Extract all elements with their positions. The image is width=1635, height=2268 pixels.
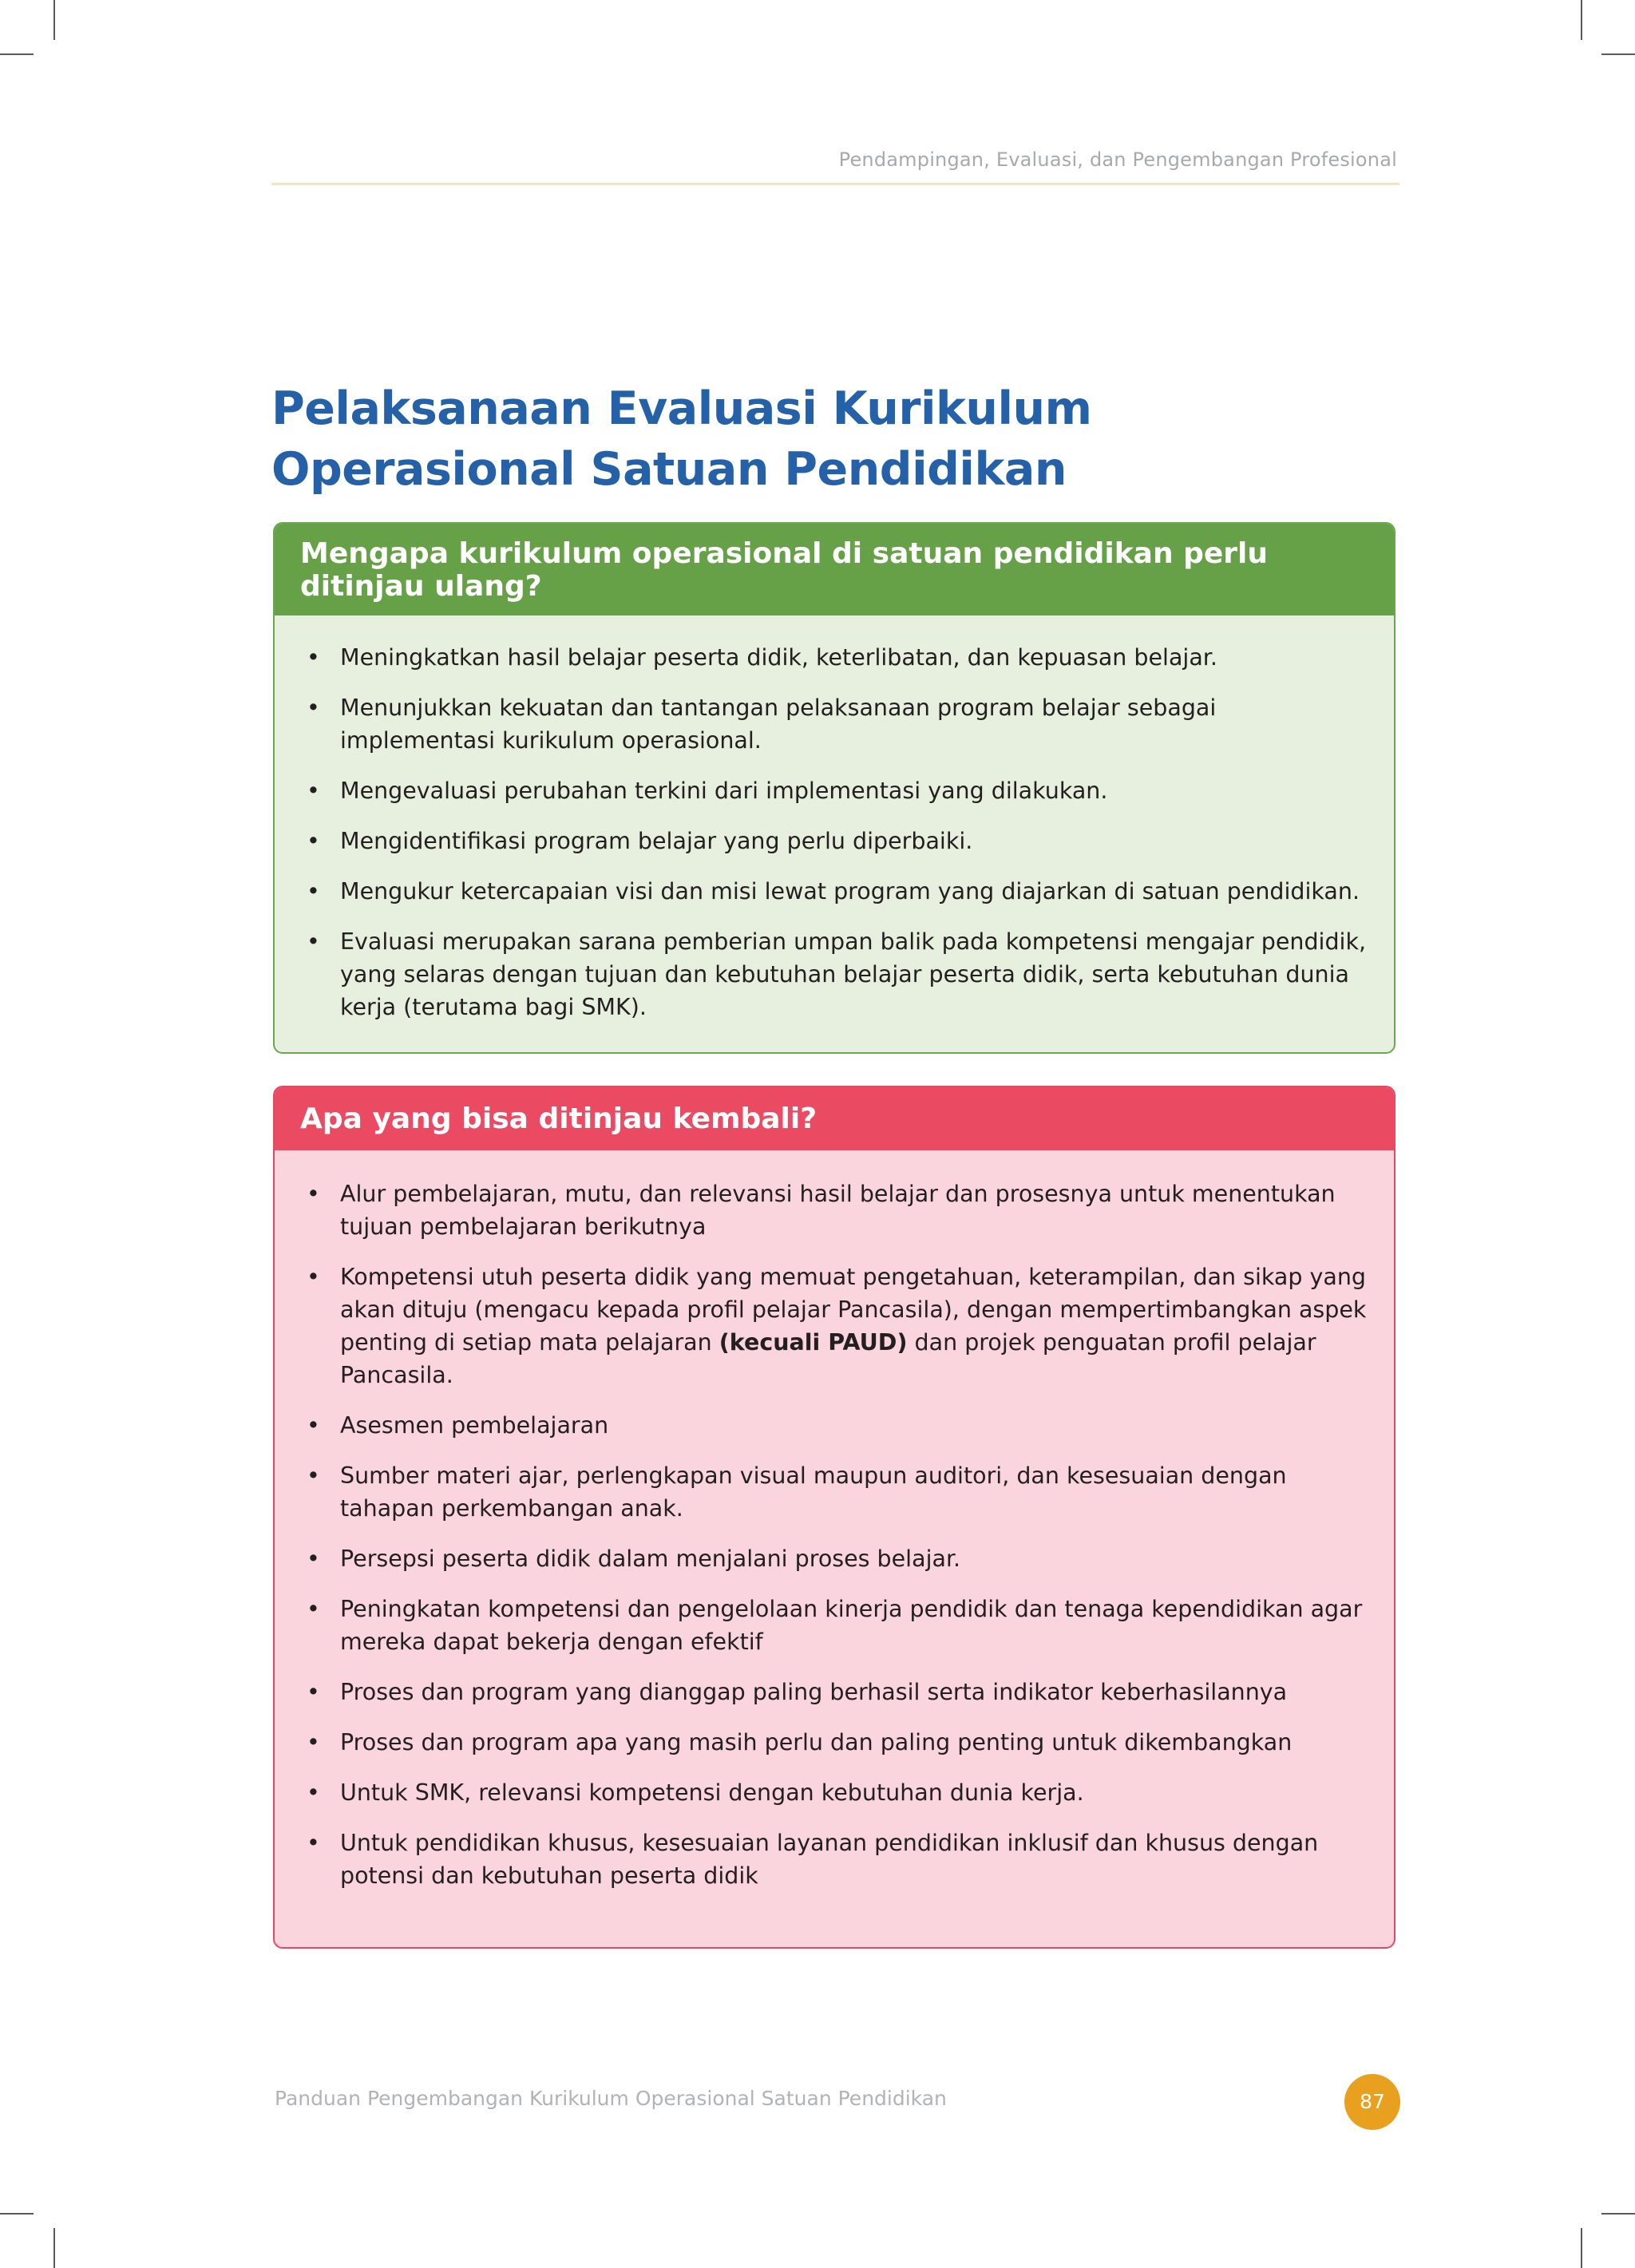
crop-mark bbox=[1601, 53, 1635, 55]
list-item: • Mengukur ketercapaian visi dan misi lewat program yang diajarkan di satuan pendidikan. bbox=[307, 875, 1373, 908]
bullet-icon: • bbox=[307, 1264, 320, 1290]
bullet-icon: • bbox=[307, 1181, 320, 1207]
footer-book-title: Panduan Pengembangan Kurikulum Operasional Satuan Pendidikan bbox=[275, 2087, 947, 2110]
bullet-icon: • bbox=[307, 1546, 320, 1572]
bullet-icon: • bbox=[307, 928, 320, 955]
crop-mark bbox=[0, 2213, 34, 2215]
bullet-icon: • bbox=[307, 1679, 320, 1705]
list-item: • Sumber materi ajar, perlengkapan visual maupun auditori, dan kesesuaian dengan tahapan perkembangan anak. bbox=[307, 1459, 1373, 1525]
page-title: Pelaksanaan Evaluasi Kurikulum Operasional Satuan Pendidikan bbox=[271, 382, 1092, 496]
bullet-icon: • bbox=[307, 1596, 320, 1622]
what-review-list bbox=[275, 1150, 1394, 1892]
list-item: • Proses dan program yang dianggap paling berhasil serta indikator keberhasilannya bbox=[307, 1676, 1373, 1708]
bullet-icon: • bbox=[307, 778, 320, 804]
list-item: • Alur pembelajaran, mutu, dan relevansi hasil belajar dan prosesnya untuk menentukan tujuan pembelajaran berikutnya bbox=[307, 1178, 1373, 1243]
bullet-icon: • bbox=[307, 1412, 320, 1439]
crop-mark bbox=[1581, 2228, 1582, 2268]
why-review-list bbox=[275, 615, 1394, 1023]
bullet-icon: • bbox=[307, 1463, 320, 1489]
crop-mark bbox=[1601, 2213, 1635, 2215]
competency-item-text: Kompetensi utuh peserta didik yang memuat pengetahuan, keterampilan, dan sikap yang akan dituju (mengacu kepada profil pelajar Pancasila), dengan mempertimbangkan aspek penting di setiap mata pelajaran (kecuali PAUD) dan projek penguatan profil pelajar Pancasila. bbox=[340, 1264, 1367, 1388]
crop-mark bbox=[1581, 0, 1582, 40]
why-review-box bbox=[273, 522, 1395, 1054]
crop-mark bbox=[53, 0, 55, 40]
list-item: • Mengidentifikasi program belajar yang perlu diperbaiki. bbox=[307, 825, 1373, 857]
what-review-box bbox=[273, 1086, 1395, 1949]
bullet-icon: • bbox=[307, 1779, 320, 1806]
what-review-heading: Apa yang bisa ditinjau kembali? bbox=[275, 1087, 1394, 1150]
list-item: • Persepsi peserta didik dalam menjalani proses belajar. bbox=[307, 1542, 1373, 1575]
list-item bbox=[307, 1261, 1373, 1391]
list-item: • Evaluasi merupakan sarana pemberian umpan balik pada kompetensi mengajar pendidik, yang selaras dengan tujuan dan kebutuhan belajar peserta didik, serta kebutuhan dunia kerja (terutama bagi SMK). bbox=[307, 925, 1373, 1023]
bullet-icon: • bbox=[307, 828, 320, 854]
bullet-icon: • bbox=[307, 878, 320, 904]
bullet-icon: • bbox=[307, 1830, 320, 1856]
list-item: • Meningkatkan hasil belajar peserta didik, keterlibatan, dan kepuasan belajar. bbox=[307, 641, 1373, 674]
list-item: • Untuk SMK, relevansi kompetensi dengan kebutuhan dunia kerja. bbox=[307, 1776, 1373, 1809]
page-number-badge: 87 bbox=[1344, 2074, 1400, 2130]
list-item: • Menunjukkan kekuatan dan tantangan pelaksanaan program belajar sebagai implementasi kurikulum operasional. bbox=[307, 691, 1373, 757]
crop-mark bbox=[0, 53, 34, 55]
running-header: Pendampingan, Evaluasi, dan Pengembangan Profesional bbox=[838, 148, 1397, 171]
list-item: • Proses dan program apa yang masih perlu dan paling penting untuk dikembangkan bbox=[307, 1726, 1373, 1759]
bullet-icon: • bbox=[307, 695, 320, 721]
list-item: • Mengevaluasi perubahan terkini dari implementasi yang dilakukan. bbox=[307, 774, 1373, 807]
list-item: • Peningkatan kompetensi dan pengelolaan kinerja pendidik dan tenaga kependidikan agar mereka dapat bekerja dengan efektif bbox=[307, 1593, 1373, 1658]
list-item: • Asesmen pembelajaran bbox=[307, 1409, 1373, 1442]
list-item: • Untuk pendidikan khusus, kesesuaian layanan pendidikan inklusif dan khusus dengan potensi dan kebutuhan peserta didik bbox=[307, 1827, 1373, 1892]
crop-mark bbox=[53, 2228, 55, 2268]
bullet-icon: • bbox=[307, 1729, 320, 1755]
why-review-heading: Mengapa kurikulum operasional di satuan pendidikan perlu ditinjau ulang? bbox=[275, 524, 1394, 615]
header-divider bbox=[271, 183, 1399, 185]
emphasis-text: (kecuali PAUD) bbox=[719, 1329, 908, 1356]
bullet-icon: • bbox=[307, 644, 320, 671]
